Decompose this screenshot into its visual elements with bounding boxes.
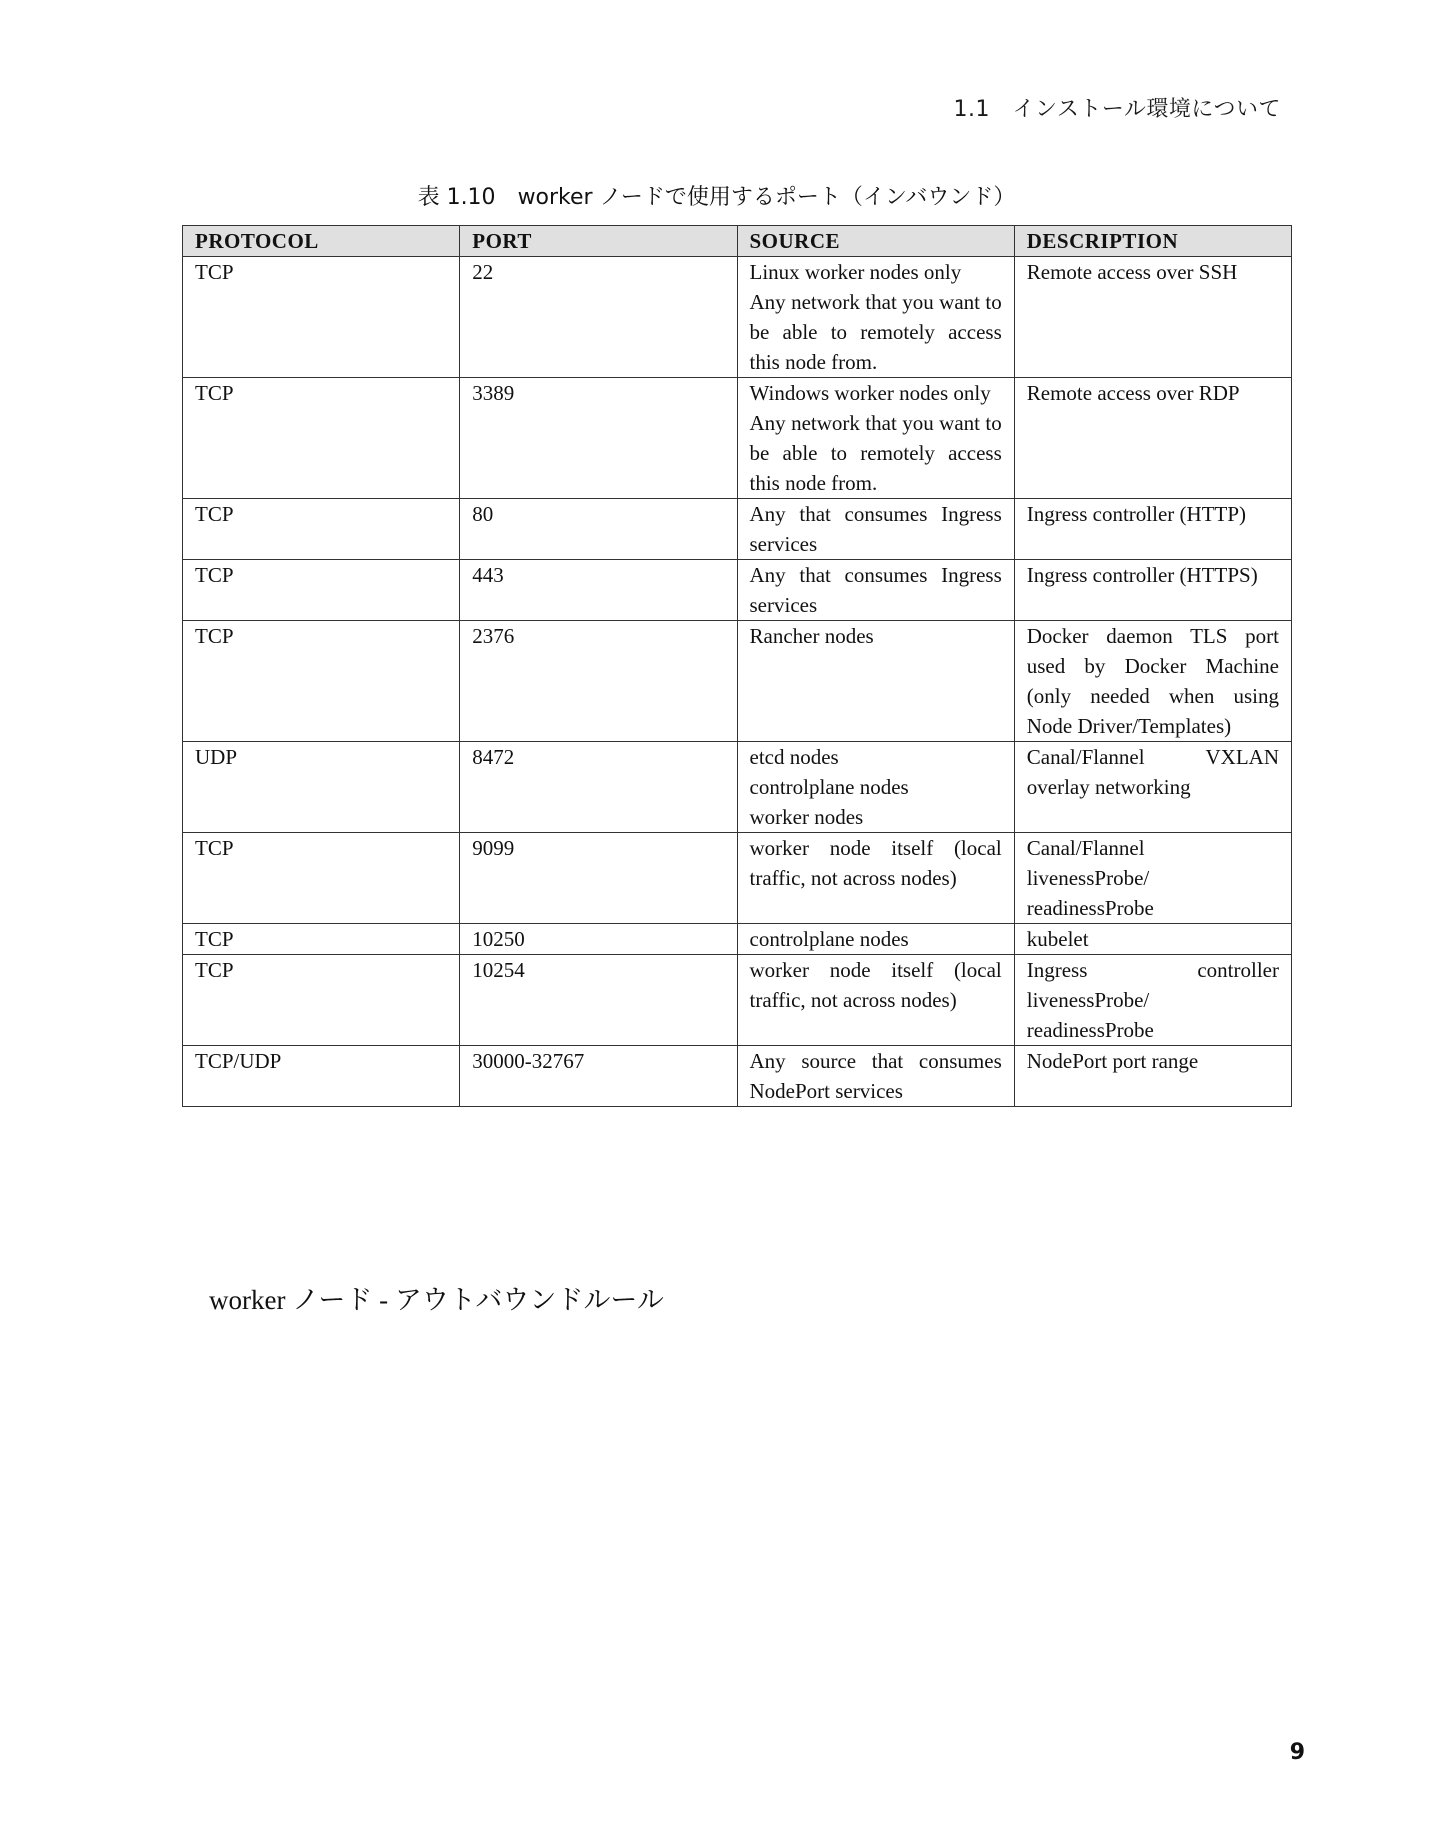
table-row: [183, 833, 1292, 924]
table-row: [183, 924, 1292, 955]
description-line: Docker daemon TLS port used by Docker Machine (only needed when using Node Driver/Templates): [1026, 624, 1279, 738]
description-line: Ingress controller livenessProbe/: [1026, 958, 1279, 1012]
cell-source: [737, 499, 1014, 560]
cell-port: 80: [460, 499, 737, 560]
cell-protocol: TCP: [183, 560, 460, 621]
table-row: [183, 560, 1292, 621]
cell-protocol: TCP: [183, 833, 460, 924]
description-line: readinessProbe: [1026, 896, 1154, 920]
table-row: [183, 1046, 1292, 1107]
source-line: Windows worker nodes only: [749, 381, 991, 405]
source-line: Any network that you want to be able to remotely access this node from.: [749, 290, 1002, 374]
description-line: Ingress controller (HTTPS): [1026, 563, 1258, 587]
cell-description: [1014, 257, 1291, 378]
cell-protocol: TCP: [183, 955, 460, 1046]
cell-description: [1014, 378, 1291, 499]
header-source: SOURCE: [737, 226, 1014, 257]
source-line: Any source that consumes NodePort services: [749, 1049, 1002, 1103]
header-description: DESCRIPTION: [1014, 226, 1291, 257]
description-line: Remote access over SSH: [1026, 260, 1238, 284]
header-port: PORT: [460, 226, 737, 257]
cell-port: 10254: [460, 955, 737, 1046]
table-caption-title: worker ノードで使用するポート（インバウンド）: [517, 185, 1016, 210]
description-line: Ingress controller (HTTP): [1026, 502, 1247, 526]
source-line: controlplane nodes: [749, 927, 909, 951]
table-row: [183, 955, 1292, 1046]
source-line: Any that consumes Ingress services: [749, 502, 1002, 556]
cell-description: [1014, 924, 1291, 955]
table-row: [183, 257, 1292, 378]
cell-description: [1014, 1046, 1291, 1107]
source-line: Linux worker nodes only: [749, 260, 962, 284]
table-header-row: [183, 226, 1292, 257]
description-line: Canal/Flannel: [1026, 836, 1145, 860]
cell-protocol: TCP/UDP: [183, 1046, 460, 1107]
cell-description: [1014, 621, 1291, 742]
section-heading: worker ノード - アウトバウンドルール: [209, 1285, 664, 1315]
source-line: worker node itself (local traffic, not across nodes): [749, 958, 1002, 1012]
cell-port: 30000-32767: [460, 1046, 737, 1107]
cell-port: 8472: [460, 742, 737, 833]
cell-source: [737, 742, 1014, 833]
cell-description: [1014, 955, 1291, 1046]
table-row: [183, 742, 1292, 833]
cell-port: 443: [460, 560, 737, 621]
cell-description: [1014, 742, 1291, 833]
description-line: NodePort port range: [1026, 1049, 1199, 1073]
cell-protocol: TCP: [183, 499, 460, 560]
table-row: [183, 499, 1292, 560]
cell-source: [737, 924, 1014, 955]
source-line: etcd nodes: [749, 745, 839, 769]
source-line: worker node itself (local traffic, not across nodes): [749, 836, 1002, 890]
cell-source: [737, 833, 1014, 924]
table-row: [183, 378, 1292, 499]
source-line: Any network that you want to be able to remotely access this node from.: [749, 411, 1002, 495]
ports-table: [182, 225, 1292, 1107]
cell-protocol: TCP: [183, 924, 460, 955]
cell-source: [737, 1046, 1014, 1107]
cell-source: [737, 378, 1014, 499]
cell-protocol: TCP: [183, 621, 460, 742]
running-header: 1.1 インストール環境について: [953, 97, 1281, 122]
cell-port: 2376: [460, 621, 737, 742]
description-line: Remote access over RDP: [1026, 381, 1240, 405]
table-row: [183, 621, 1292, 742]
cell-source: [737, 621, 1014, 742]
description-line: readinessProbe: [1026, 1018, 1154, 1042]
table-caption-number: 表 1.10: [417, 185, 496, 210]
cell-source: [737, 955, 1014, 1046]
source-line: Any that consumes Ingress services: [749, 563, 1002, 617]
cell-protocol: UDP: [183, 742, 460, 833]
cell-protocol: TCP: [183, 257, 460, 378]
table-caption: [0, 180, 1433, 211]
cell-description: [1014, 499, 1291, 560]
cell-port: 22: [460, 257, 737, 378]
cell-source: [737, 560, 1014, 621]
source-line: worker nodes: [749, 805, 864, 829]
description-line: Canal/Flannel VXLAN overlay networking: [1026, 745, 1279, 799]
cell-description: [1014, 560, 1291, 621]
cell-port: 10250: [460, 924, 737, 955]
page-number: 9: [1289, 1740, 1305, 1765]
cell-port: 9099: [460, 833, 737, 924]
cell-protocol: TCP: [183, 378, 460, 499]
source-line: controlplane nodes: [749, 775, 909, 799]
source-line: Rancher nodes: [749, 624, 874, 648]
cell-description: [1014, 833, 1291, 924]
description-line: livenessProbe/: [1026, 866, 1150, 890]
cell-source: [737, 257, 1014, 378]
cell-port: 3389: [460, 378, 737, 499]
header-protocol: PROTOCOL: [183, 226, 460, 257]
description-line: kubelet: [1026, 927, 1089, 951]
table-body: [183, 257, 1292, 1107]
